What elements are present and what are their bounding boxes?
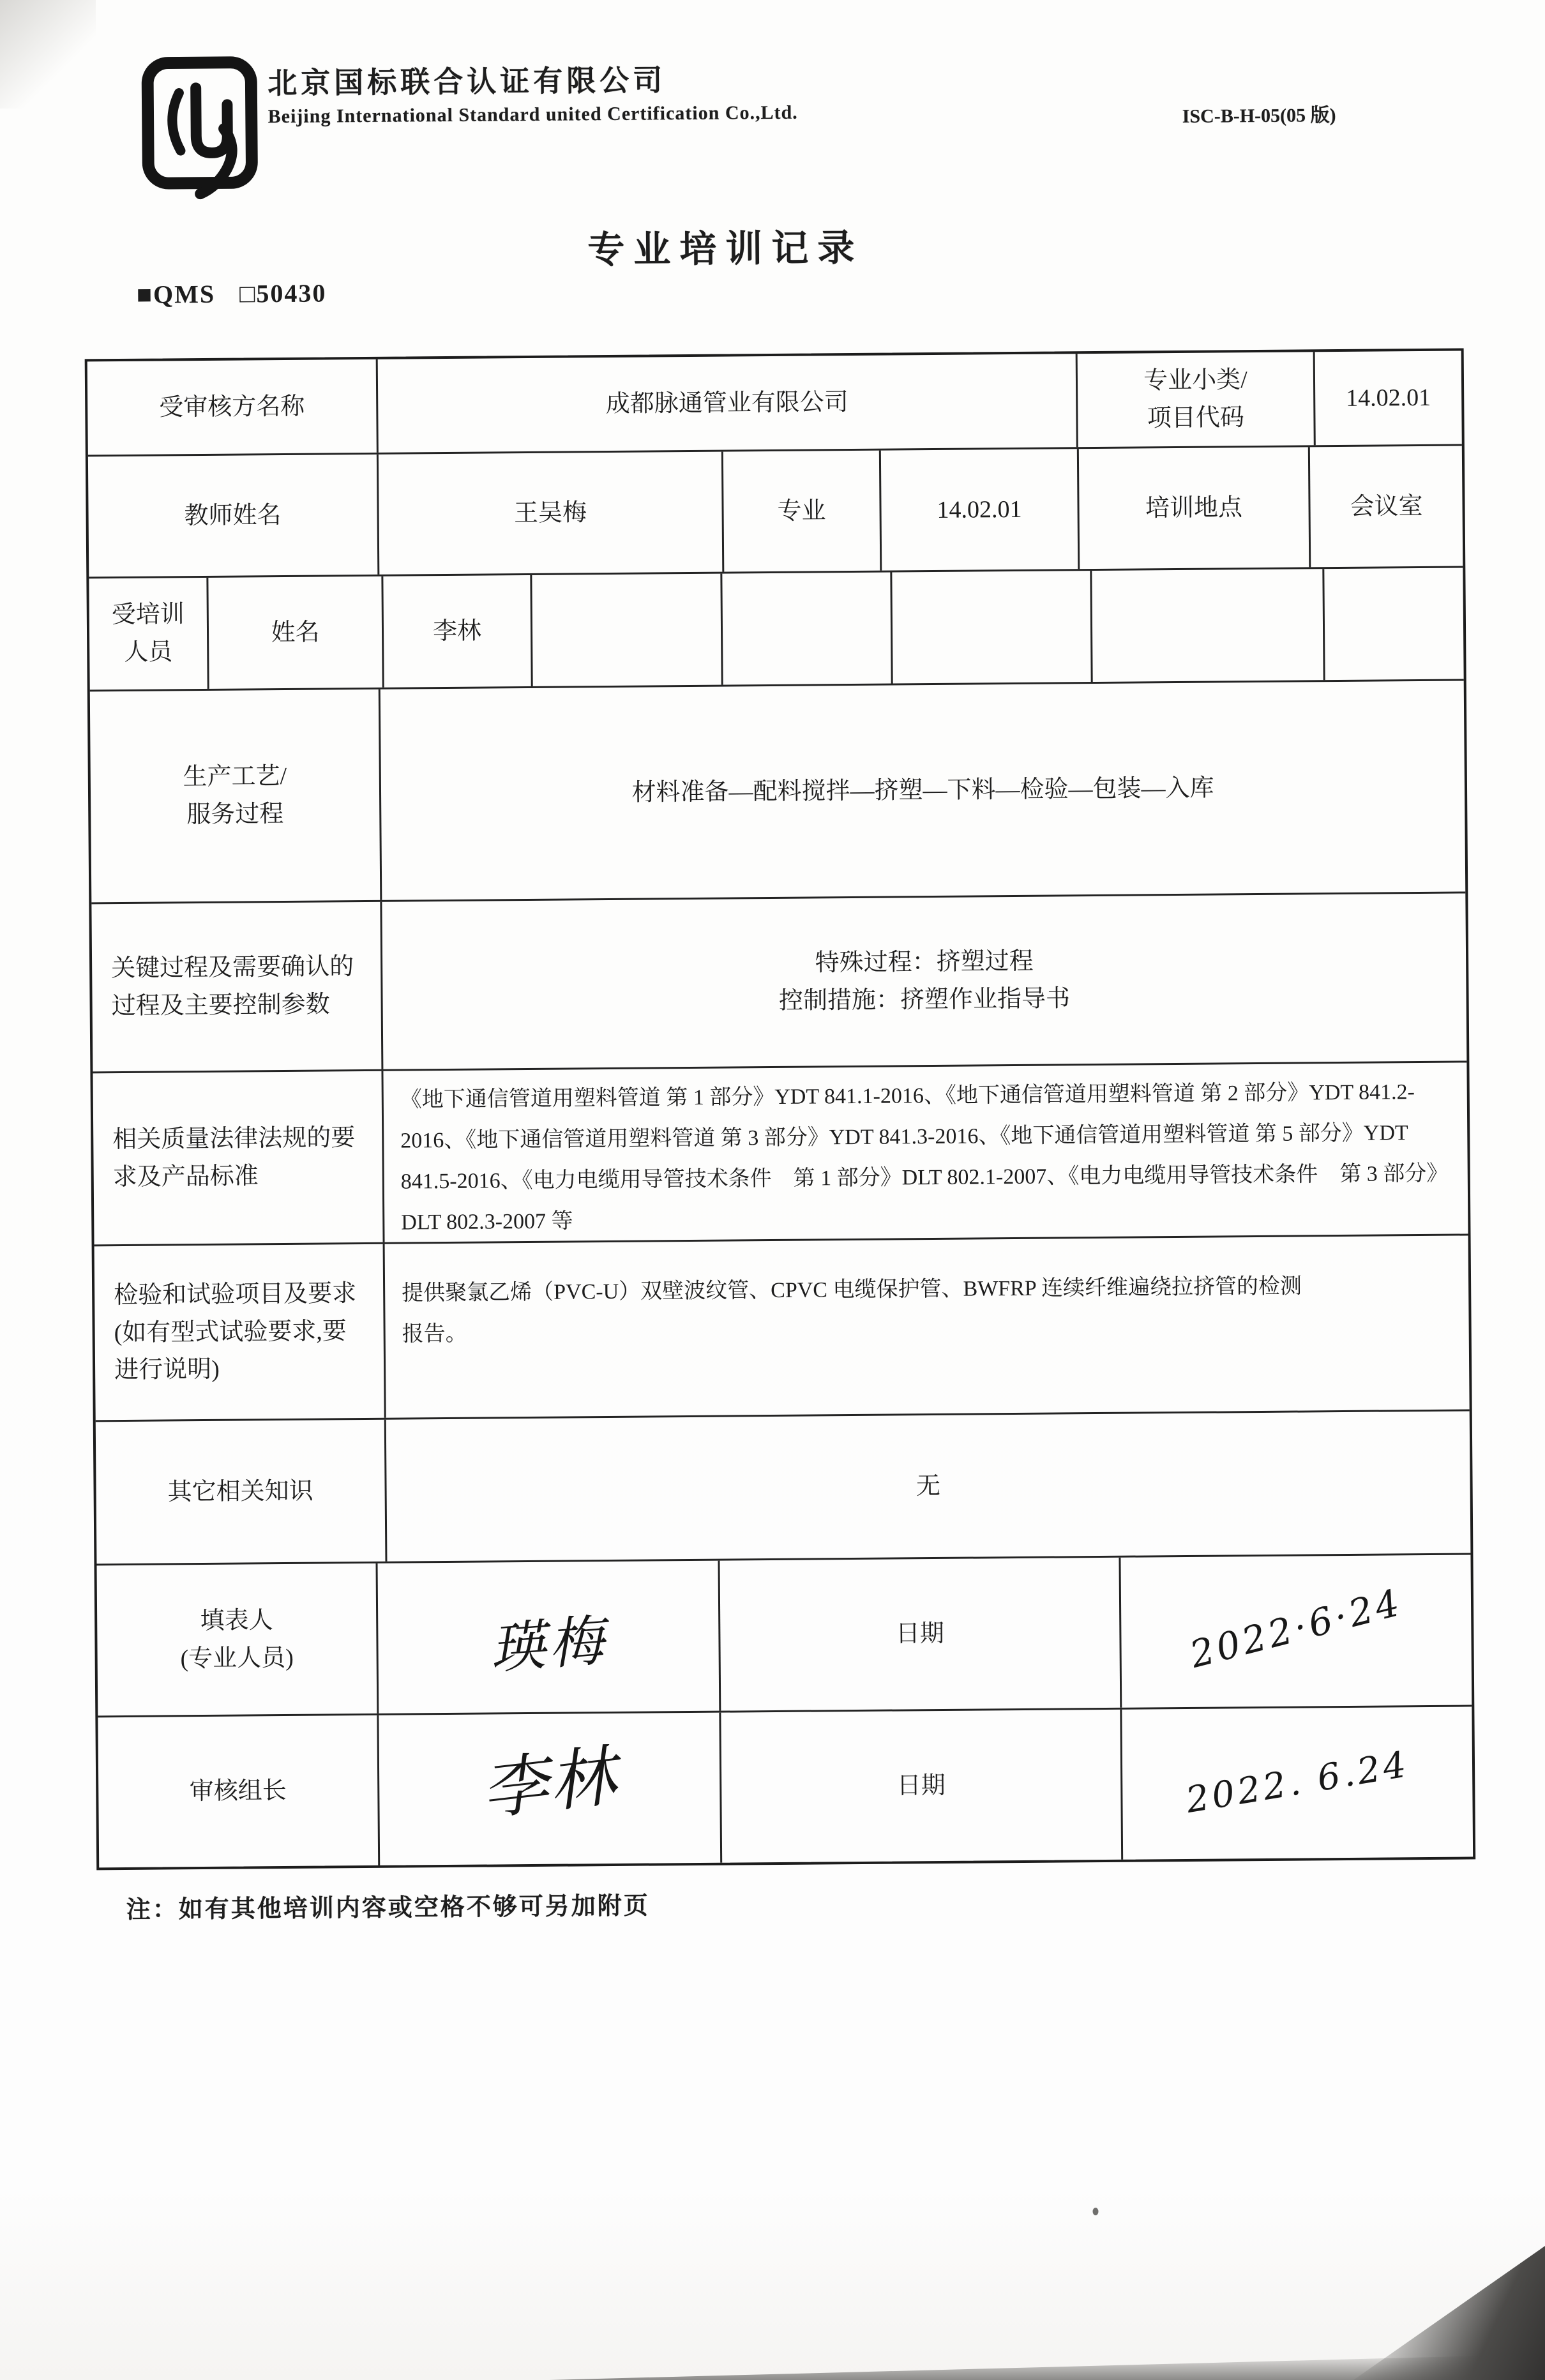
other-knowledge-value-cell: 无 [384, 1411, 1471, 1561]
process-label-cell: 生产工艺/ 服务过程 [183, 763, 287, 829]
audit-leader-date-label-cell: 日期 [719, 1710, 1121, 1863]
auditee-value-cell: 成都脉通管业有限公司 [376, 354, 1076, 453]
key-process-label-cell: 关键过程及需要确认的 过程及主要控制参数 [111, 953, 354, 1020]
regulations-label-cell: 相关质量法律法规的要 求及产品标准 [112, 1124, 356, 1191]
form-filler-signature: 瑛梅 [487, 1608, 610, 1682]
ink-dot-artifact [1092, 2208, 1098, 2215]
other-knowledge-label-cell: 其它相关知识 [167, 1477, 313, 1506]
form-filler-label-cell: 填表人 (专业人员) [180, 1606, 294, 1672]
scheme-checkbox-line [137, 278, 327, 309]
trainee-name-cell: 李林 [381, 575, 531, 688]
key-process-value-cell: 特殊过程：挤塑过程 控制措施：挤塑作业指导书 [380, 893, 1466, 1069]
trainees-group-label-cell: 受培训 人员 [111, 601, 185, 666]
location-value-cell: 会议室 [1308, 446, 1463, 567]
footer-note: 注：如有其他培训内容或空格不够可另加附页 [126, 1892, 650, 1924]
row-other-knowledge [96, 1409, 1471, 1563]
code-checkbox-empty-icon: □ [239, 279, 257, 308]
row-process [90, 679, 1466, 902]
audit-leader-date-cell [1120, 1706, 1473, 1859]
company-name-chinese: 北京国标联合认证有限公司 [268, 64, 667, 100]
row-form-filler [96, 1553, 1472, 1715]
trainee-name-label-cell: 姓名 [206, 576, 382, 689]
audit-leader-signature: 李林 [478, 1736, 621, 1830]
row-inspection [94, 1233, 1470, 1420]
audit-leader-label-cell: 审核组长 [189, 1777, 287, 1805]
row-trainees [89, 566, 1463, 689]
major-value-cell: 14.02.01 [879, 449, 1078, 570]
trainee-empty-cell [530, 574, 721, 686]
location-label-cell: 培训地点 [1077, 447, 1309, 569]
row-auditee [87, 350, 1462, 455]
code-label: 50430 [256, 278, 327, 308]
page-title: 专业培训记录 [587, 227, 864, 271]
project-code-label-cell: 专业小类/ 项目代码 [1076, 352, 1314, 447]
audit-leader-signature-cell [377, 1713, 720, 1865]
qms-checkbox-filled-icon: ■ [136, 280, 154, 309]
row-regulations [93, 1060, 1468, 1244]
qms-label: QMS [153, 279, 216, 309]
inspection-value-cell: 提供聚氯乙烯（PVC-U）双壁波纹管、CPVC 电缆保护管、BWFRP 连续纤维遍绕拉挤管的检测 报告。 [383, 1235, 1470, 1417]
form-filler-date-handwritten: 2022·6·24 [1185, 1579, 1407, 1676]
trainee-empty-cell [890, 571, 1090, 683]
project-code-value-cell: 14.02.01 [1313, 350, 1462, 445]
row-key-process [91, 891, 1466, 1071]
trainee-empty-cell [1322, 568, 1463, 680]
inspection-label-cell: 检验和试验项目及要求 (如有型式试验要求,要 进行说明) [114, 1279, 357, 1384]
form-filler-date-cell [1119, 1555, 1472, 1707]
trainee-empty-cell [720, 573, 891, 685]
auditee-label-cell: 受审核方名称 [159, 393, 305, 421]
isc-certification-logo [139, 54, 261, 201]
process-value-cell: 材料准备—配料搅拌—挤塑—下料—检验—包装—入库 [379, 681, 1466, 900]
trainee-empty-cell [1090, 569, 1323, 682]
regulations-value-cell: 《地下通信管道用塑料管道 第 1 部分》YDT 841.1-2016、《地下通信管道用塑料管道 第 2 部分》YDT 841.2-2016、《地下通信管道用塑料管道 第 3 部分》YDT 841.3-2016、《地下通信管道用塑料管道 第 5 部分》YDT 841.5-2016、《电力电缆用导管技术条件 第 1 部分》DLT 802.1-2007、《电力电缆用导管技术条件 第 3 部分》DLT 802.3-2007 等 [381, 1062, 1468, 1242]
audit-leader-date-handwritten: 2022. 6.24 [1182, 1744, 1412, 1822]
major-label-cell: 专业 [721, 451, 880, 572]
company-name-english: Beijing International Standard united Certification Co.,Ltd. [268, 102, 798, 128]
training-record-table [85, 348, 1476, 1870]
row-teacher [88, 444, 1463, 576]
form-filler-date-label-cell: 日期 [718, 1558, 1120, 1711]
teacher-label-cell: 教师姓名 [184, 501, 282, 529]
row-audit-leader [98, 1705, 1473, 1867]
teacher-value-cell: 王吴梅 [377, 452, 722, 575]
document-code: ISC-B-H-05(05 版) [1182, 105, 1336, 127]
form-filler-signature-cell [376, 1561, 720, 1713]
